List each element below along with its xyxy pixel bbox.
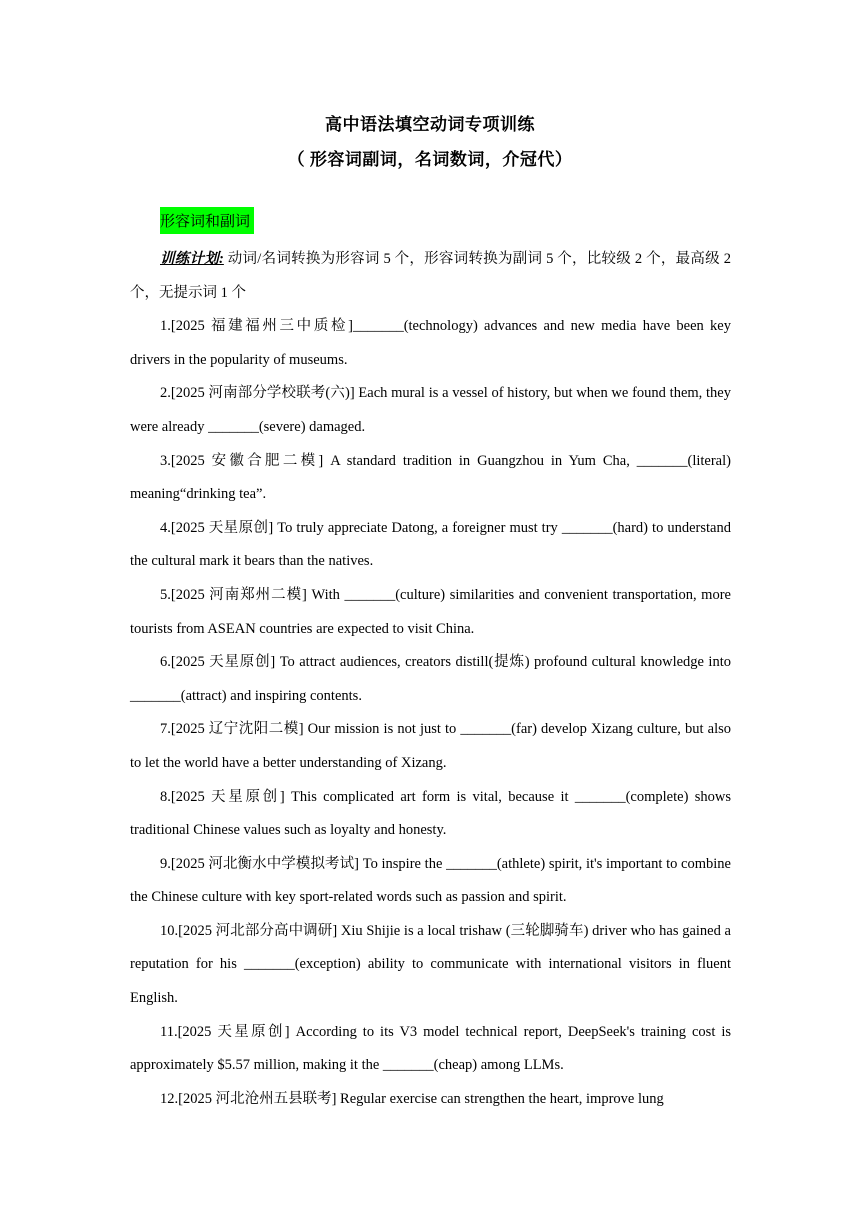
question-number: 3.	[160, 452, 171, 469]
question-text: With _______(culture) similarities and convenient transportation, more tourists from ASEAN countries are expected to visit China.	[130, 586, 731, 637]
question-source: [2025 天星原创]	[170, 654, 276, 671]
plan-text: 动词/名词转换为形容词 5 个，形容词转换为副词 5 个，比较级 2 个，最高级 2 个，无提示词 1 个	[130, 251, 731, 301]
question-text: A standard tradition in Guangzhou in Yum Cha, _______(literal) meaning“drinking tea”.	[130, 452, 731, 503]
question-source: [2025 天星原创]	[177, 1023, 290, 1040]
question-item	[130, 445, 731, 512]
plan-label: 训练计划:	[160, 251, 224, 267]
question-source: [2025 河南部分学校联考(六)]	[170, 385, 355, 402]
document-title: 高中语法填空动词专项训练	[325, 115, 535, 134]
question-number: 4.	[160, 519, 171, 536]
question-number: 2.	[160, 385, 171, 402]
question-text: To attract audiences, creators distill(提炼) profound cultural knowledge into _______(attract) and inspiring contents.	[130, 654, 731, 704]
question-text: To truly appreciate Datong, a foreigner must try _______(hard) to understand the cultural mark it bears than the natives.	[130, 519, 731, 570]
question-item	[130, 512, 731, 579]
question-source: [2025 福建福州三中质检]	[170, 318, 353, 335]
question-number: 8.	[160, 788, 171, 805]
document-body	[130, 243, 731, 1116]
question-list	[130, 310, 731, 1116]
training-plan	[130, 243, 731, 310]
question-number: 12.	[160, 1090, 179, 1107]
question-number: 7.	[160, 721, 171, 738]
question-item	[130, 848, 731, 915]
question-text: To inspire the _______(athlete) spirit, it's important to combine the Chinese culture with key sport-related words such as passion and spirit.	[130, 855, 731, 906]
question-number: 5.	[160, 586, 171, 603]
question-source: [2025 辽宁沈阳二模]	[170, 721, 304, 738]
question-number: 9.	[160, 855, 171, 872]
question-text: This complicated art form is vital, because it _______(complete) shows traditional Chinese values such as loyalty and honesty.	[130, 788, 731, 839]
question-source: [2025 河北衡水中学模拟考试]	[170, 855, 360, 872]
question-source: [2025 河南郑州二模]	[170, 586, 307, 603]
question-source: [2025 天星原创]	[170, 519, 274, 536]
question-source: [2025 河北沧州五县联考]	[178, 1090, 337, 1107]
question-number: 10.	[160, 922, 179, 939]
question-item	[130, 1083, 731, 1117]
question-source: [2025 天星原创]	[170, 788, 285, 805]
question-source: [2025 河北部分高中调研]	[178, 922, 338, 939]
question-item	[130, 579, 731, 646]
question-text: _______(technology) advances and new media have been key drivers in the popularity of museums.	[130, 318, 731, 368]
question-item	[130, 781, 731, 848]
question-item	[130, 915, 731, 1016]
question-text: Each mural is a vessel of history, but when we found them, they were already _______(severe) damaged.	[130, 385, 731, 435]
question-text: Xiu Shijie is a local trishaw (三轮脚骑车) driver who has gained a reputation for his _______(exception) ability to communicate with international visitors in fluent English.	[130, 922, 731, 1007]
question-item	[130, 377, 731, 444]
question-text: According to its V3 model technical report, DeepSeek's training cost is approximately $5.57 million, making it the _______(cheap) among LLMs.	[130, 1023, 731, 1074]
section-heading: 形容词和副词	[160, 207, 254, 234]
question-number: 6.	[160, 654, 171, 671]
question-number: 1.	[160, 318, 171, 335]
question-text: Our mission is not just to _______(far) develop Xizang culture, but also to let the world have a better understanding of Xizang.	[130, 721, 731, 771]
question-number: 11.	[160, 1023, 178, 1040]
question-item	[130, 713, 731, 780]
question-item	[130, 646, 731, 713]
question-item	[130, 310, 731, 377]
question-source: [2025 安徽合肥二模]	[170, 452, 324, 469]
question-item	[130, 1016, 731, 1083]
document-subtitle: （ 形容词副词，名词数词，介冠代）	[287, 150, 573, 169]
question-text: Regular exercise can strengthen the heart, improve lung	[336, 1090, 664, 1107]
